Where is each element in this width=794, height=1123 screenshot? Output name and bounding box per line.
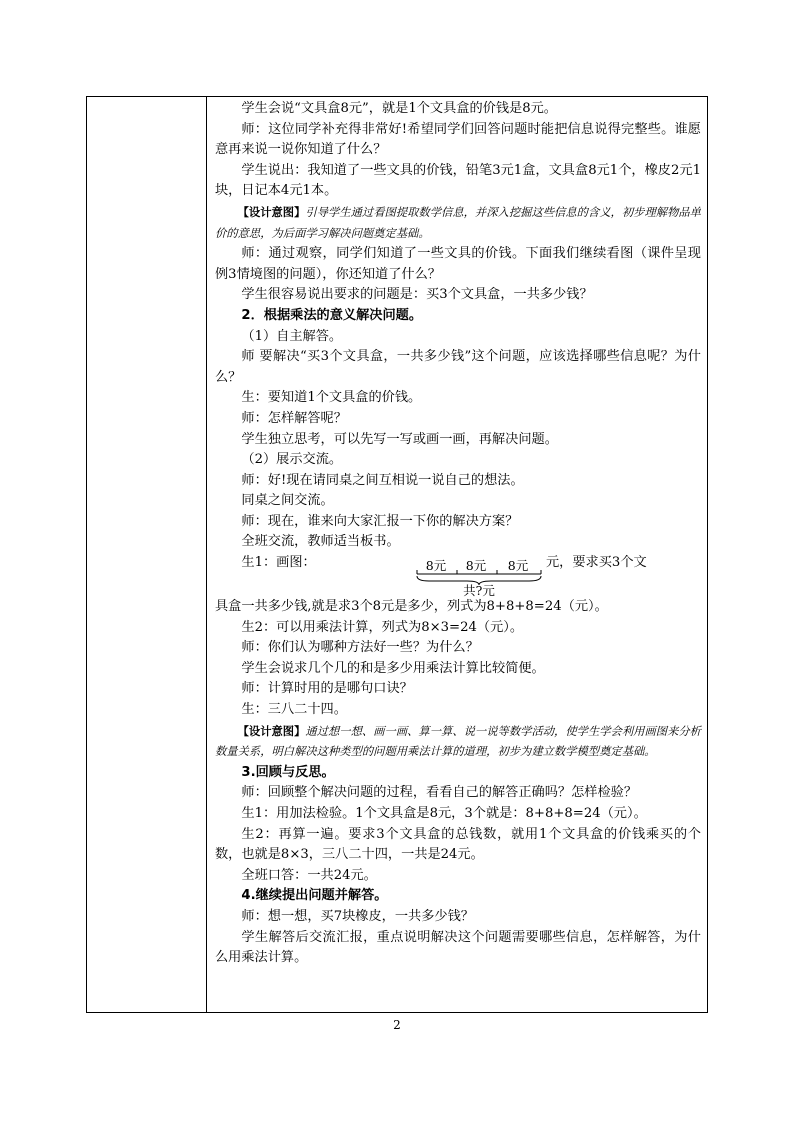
paragraph: 师：计算时用的是哪句口诀？ — [241, 681, 413, 697]
paragraph: 师：回顾整个解决问题的过程，看看自己的解答正确吗？怎样检验？ — [241, 785, 638, 801]
line-segment-diagram — [415, 553, 545, 597]
design-intent-tag: 【设计意图】 — [237, 723, 306, 738]
section-heading: 4.继续提出问题并解答。 — [241, 888, 388, 904]
paragraph: （2）展示交流。 — [241, 452, 343, 468]
paragraph: 生1：用加法检验。1个文具盒是8元，3个就是：8+8+8=24（元）。 — [241, 806, 647, 821]
paragraph: 学生会说“文具盒8元”，就是1个文具盒的价钱是8元。 — [241, 101, 557, 116]
paragraph: 学生说出：我知道了一些文具的价钱，铅笔3元1盒，文具盒8元1个，橡皮2元1块，日记本4元1本。 — [215, 162, 701, 199]
paragraph: （1）自主解答。 — [241, 328, 343, 344]
paragraph: 师：怎样解答呢？ — [241, 410, 347, 426]
segment-label-1: 8元 — [425, 558, 447, 574]
paragraph: 师 要解决“买3个文具盒，一共多少钱”这个问题，应该选择哪些信息呢？为什么？ — [215, 349, 701, 385]
paragraph: 同桌之间交流。 — [241, 493, 334, 509]
paragraph: 学生解答后交流汇报，重点说明解决这个问题需要哪些信息，怎样解答，为什么用乘法计算。 — [215, 929, 701, 966]
paragraph: 师：现在，谁来向大家汇报一下你的解决方案？ — [241, 513, 519, 529]
paragraph: 生2：可以用乘法计算，列式为8×3=24（元）。 — [241, 619, 524, 635]
paragraph: 元，要求买3个文 — [546, 555, 647, 571]
paragraph: 全班口答：一共24元。 — [241, 867, 377, 883]
design-intent-note — [215, 721, 701, 763]
paragraph: 生1：画图： — [241, 555, 316, 571]
design-intent-tag: 【设计意图】 — [237, 204, 306, 219]
paragraph: 生：三八二十四。 — [241, 702, 347, 718]
section-heading: 3.回顾与反思。 — [241, 764, 335, 780]
paragraph: 具盒一共多少钱,就是求3个8元是多少，列式为8+8+8=24（元）。 — [215, 599, 608, 615]
paragraph: 学生会说求几个几的和是多少用乘法计算比较简便。 — [241, 660, 545, 676]
paragraph: 师：想一想，买7块橡皮，一共多少钱？ — [241, 908, 474, 924]
lesson-content-cell — [215, 99, 701, 969]
lesson-table — [86, 96, 708, 1013]
segment-label-3: 8元 — [507, 558, 529, 574]
paragraph: 师：你们认为哪种方法好一些？为什么？ — [241, 640, 479, 656]
paragraph: 师：好!现在请同桌之间互相说一说自己的想法。 — [241, 472, 524, 488]
paragraph: 生：要知道1个文具盒的价钱。 — [241, 390, 422, 406]
page-number: 2 — [393, 1018, 401, 1032]
total-label: 共?元 — [463, 583, 495, 598]
paragraph: 学生独立思考，可以先写一写或画一画，再解决问题。 — [241, 431, 558, 447]
paragraph: 生2：再算一遍。要求3个文具盒的总钱数，就用1个文具盒的价钱乘买的个数，也就是8×3，三八二十四，一共是24元。 — [215, 826, 701, 863]
section-heading: 2．根据乘法的意义解决问题。 — [241, 307, 423, 323]
line-diagram-row — [215, 553, 701, 597]
segment-label-2: 8元 — [465, 558, 487, 574]
column-divider — [206, 97, 207, 1012]
design-intent-text: 通过想一想、画一画、算一算、说一说等数学活动，使学生学会利用画图来分析数量关系，明白解决这种类型的问题用乘法计算的道理，初步为建立数学模型奠定基础。 — [215, 724, 701, 759]
design-intent-note — [215, 202, 701, 244]
paragraph: 师：这位同学补充得非常好!希望同学们回答问题时能把信息说得完整些。谁愿意再来说一说你知道了什么？ — [215, 121, 701, 158]
design-intent-text: 引导学生通过看图提取数学信息，并深入挖掘这些信息的含义，初步理解物品单价的意思，为后面学习解决问题奠定基础。 — [215, 205, 701, 240]
paragraph: 学生很容易说出要求的问题是：买3个文具盒，一共多少钱？ — [241, 287, 593, 303]
paragraph: 师：通过观察，同学们知道了一些文具的价钱。下面我们继续看图（课件呈现例3情境图的问题），你还知道了什么？ — [215, 246, 701, 282]
paragraph: 全班交流，教师适当板书。 — [241, 534, 400, 550]
